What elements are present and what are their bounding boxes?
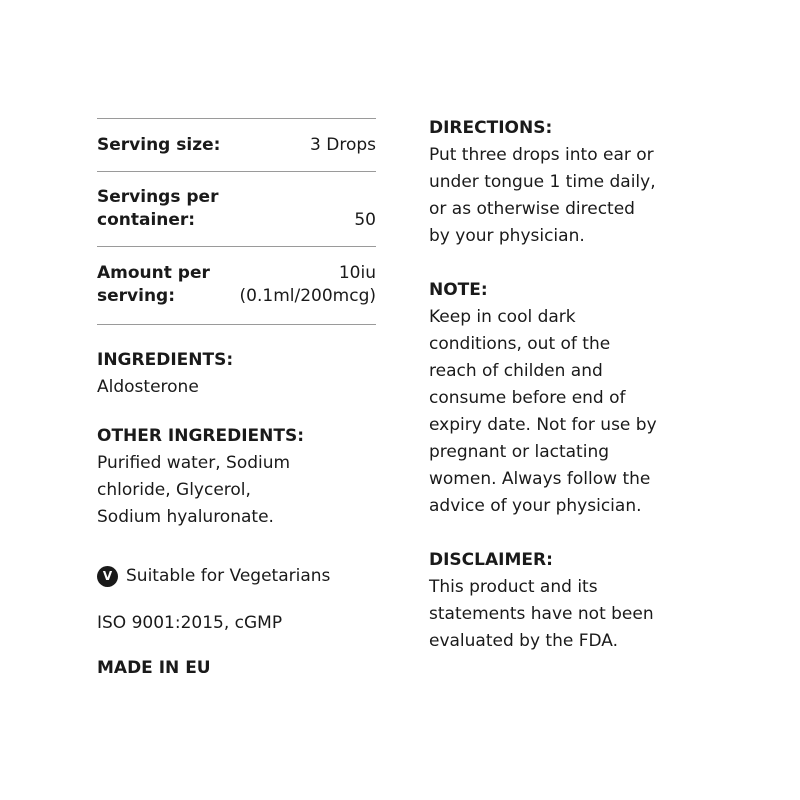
other-ingredients-section	[97, 423, 376, 531]
note-line: advice of your physician.	[429, 496, 642, 516]
other-ingredients-line: chloride, Glycerol,	[97, 480, 251, 500]
note-line: expiry date. Not for use by	[429, 415, 657, 435]
serving-size-value: 3 Drops	[310, 134, 376, 155]
disclaimer-section	[429, 547, 729, 655]
servings-per-label-line-1: Servings per	[97, 187, 219, 207]
supplement-facts-table	[97, 118, 376, 325]
serving-size-label: Serving size:	[97, 134, 221, 155]
directions-line: Put three drops into ear or	[429, 145, 654, 165]
vegetarian-statement	[97, 563, 376, 590]
directions-section	[429, 115, 729, 250]
servings-per-container-label	[97, 186, 247, 232]
left-column	[97, 118, 376, 682]
amount-value-line-2: (0.1ml/200mcg)	[239, 286, 376, 306]
serving-size-row	[97, 119, 376, 172]
servings-per-container-value: 50	[354, 210, 376, 230]
other-ingredients-line: Purified water, Sodium	[97, 453, 291, 473]
servings-per-label-line-2: container:	[97, 210, 196, 230]
disclaimer-line: This product and its	[429, 577, 598, 597]
ingredients-section	[97, 347, 376, 401]
directions-line: under tongue 1 time daily,	[429, 172, 656, 192]
note-line: pregnant or lactating	[429, 442, 610, 462]
directions-title: DIRECTIONS:	[429, 118, 553, 138]
vegetarian-text: Suitable for Vegetarians	[126, 566, 331, 586]
directions-line: by your physician.	[429, 226, 585, 246]
amount-per-serving-value	[240, 262, 376, 308]
certification-text: ISO 9001:2015, cGMP	[97, 613, 283, 633]
note-section	[429, 277, 729, 520]
note-line: consume before end of	[429, 388, 626, 408]
note-line: reach of childen and	[429, 361, 603, 381]
ingredients-line: Aldosterone	[97, 377, 199, 397]
amount-per-serving-label	[97, 262, 240, 308]
note-line: women. Always follow the	[429, 469, 651, 489]
made-in-text: MADE IN EU	[97, 658, 211, 678]
right-column	[429, 115, 729, 682]
note-line: Keep in cool dark	[429, 307, 576, 327]
other-ingredients-title: OTHER INGREDIENTS:	[97, 426, 305, 446]
amount-per-serving-row	[97, 247, 376, 325]
disclaimer-line: evaluated by the FDA.	[429, 631, 619, 651]
ingredients-title: INGREDIENTS:	[97, 350, 234, 370]
amount-label-line-1: Amount per	[97, 263, 210, 283]
amount-label-line-2: serving:	[97, 286, 176, 306]
vegetarian-icon: V	[97, 566, 118, 587]
amount-value-line-1: 10iu	[338, 263, 376, 283]
disclaimer-title: DISCLAIMER:	[429, 550, 553, 570]
directions-line: or as otherwise directed	[429, 199, 635, 219]
note-line: conditions, out of the	[429, 334, 611, 354]
note-title: NOTE:	[429, 280, 488, 300]
other-ingredients-line: Sodium hyaluronate.	[97, 507, 274, 527]
servings-per-container-row	[97, 172, 376, 247]
disclaimer-line: statements have not been	[429, 604, 654, 624]
